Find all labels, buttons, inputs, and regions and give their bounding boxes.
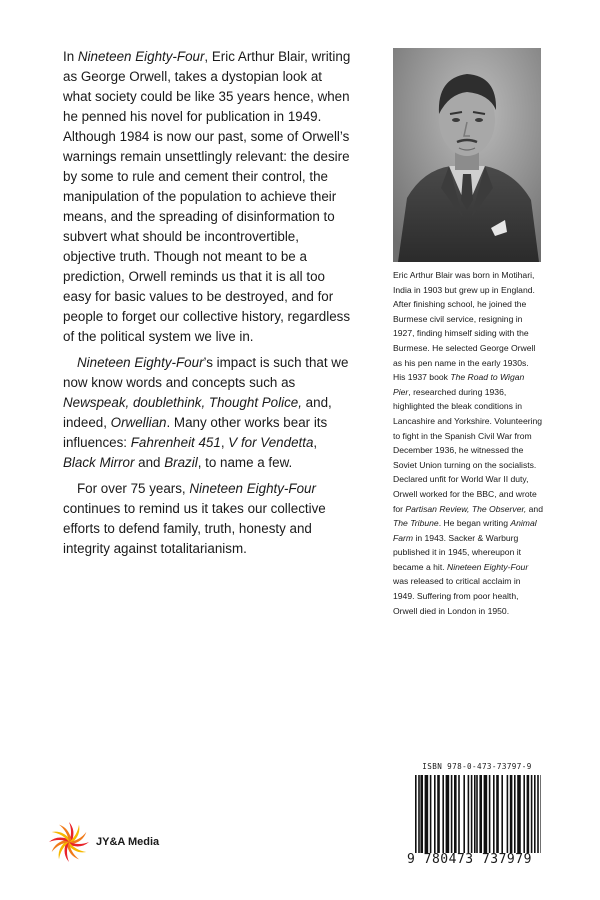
barcode-bar <box>446 775 450 853</box>
blurb-paragraph-3 <box>63 479 353 559</box>
barcode-bar <box>425 775 429 853</box>
barcode-bar <box>415 775 417 853</box>
barcode-bar <box>523 775 525 853</box>
barcode-bar <box>510 775 513 853</box>
text-run: , <box>220 435 229 450</box>
italic-text-run: The Road to Wigan Pier <box>393 372 525 397</box>
text-run: and <box>526 503 543 514</box>
barcode-bar <box>496 775 499 853</box>
barcode-bar <box>540 775 541 853</box>
barcode-bar <box>451 775 453 853</box>
italic-text-run: Partisan Review, The Observer, <box>405 503 527 514</box>
barcode-bar <box>484 775 488 853</box>
italic-text-run: Nineteen Eighty-Four <box>77 355 204 370</box>
barcode-bar <box>489 775 491 853</box>
barcode-bar <box>514 775 516 853</box>
text-run: , researched during 1936, highlighted the bleak conditions in Lancashire and Yorkshire. Volunteering to fight in the Spanish Civil War from December 1936, he witnessed the Soviet Union turning on the socialists. Declared unfit for World War II duty, Orwell worked for the BBC, and wrote for <box>393 386 543 514</box>
text-run: and, indeed, <box>63 395 332 430</box>
italic-text-run: Nineteen Eighty-Four <box>77 49 205 64</box>
barcode-bar <box>493 775 495 853</box>
barcode-bar <box>517 775 521 853</box>
barcode-bar <box>454 775 457 853</box>
barcode-bars <box>415 775 541 853</box>
text-run: In <box>63 49 78 64</box>
barcode-bar <box>531 775 533 853</box>
barcode-bar <box>463 775 465 853</box>
barcode-bar <box>534 775 536 853</box>
text-run: Eric Arthur Blair was born in Motihari, India in 1903 but grew up in England. After finishing school, he joined the Burmese civil service, resigning in 1927, finding himself siding with the Burmese. He selected George Orwell as his pen name in the early 1930s. His 1937 book <box>393 270 536 383</box>
barcode-bar <box>527 775 530 853</box>
italic-text-run: Newspeak, doublethink, Thought Police, <box>63 395 302 410</box>
barcode-bar <box>434 775 436 853</box>
author-portrait-image <box>393 48 541 262</box>
barcode-bar <box>507 775 509 853</box>
barcode-bar <box>476 775 478 853</box>
text-run: . Many other works bear its influences: <box>63 415 328 450</box>
barcode-bar <box>442 775 444 853</box>
author-biography <box>393 268 543 618</box>
barcode-bar <box>468 775 470 853</box>
italic-text-run: Fahrenheit 451 <box>130 435 221 450</box>
barcode-digits: 9 780473 737979 <box>407 852 532 867</box>
italic-text-run: Black Mirror <box>63 455 135 470</box>
barcode-bar <box>471 775 473 853</box>
barcode-bar <box>418 775 420 853</box>
italic-text-run: The Tribune <box>393 518 439 529</box>
italic-text-run: Nineteen Eighty-Four <box>189 481 316 496</box>
text-run: in 1943. Sacker & Warburg published it in 1945, whereupon it became a hit. <box>393 532 522 572</box>
italic-text-run: V for Vendetta <box>228 435 314 450</box>
italic-text-run: Orwellian <box>110 415 167 430</box>
publisher-name: JY&A Media <box>96 836 160 848</box>
barcode-bar <box>430 775 432 853</box>
barcode-bar <box>537 775 539 853</box>
barcode-bar <box>479 775 482 853</box>
blurb-paragraph-2 <box>63 353 353 473</box>
blurb-text <box>63 47 353 565</box>
author-portrait <box>393 48 541 262</box>
barcode-bar <box>474 775 476 853</box>
text-run: and <box>134 455 165 470</box>
blurb-paragraph-1 <box>63 47 353 347</box>
text-run: , to name a few. <box>197 455 293 470</box>
isbn-label: ISBN 978-0-473-73797-9 <box>422 762 532 771</box>
text-run: . He began writing <box>438 518 511 529</box>
italic-text-run: Brazil <box>164 455 198 470</box>
italic-text-run: Animal Farm <box>393 518 537 543</box>
text-run: was released to critical acclaim in 1949. Suffering from poor health, Orwell died in London in 1950. <box>393 576 521 616</box>
italic-text-run: Nineteen Eighty-Four <box>446 561 529 572</box>
text-run: , Eric Arthur Blair, writing as George Orwell, takes a dystopian look at what society could be like 35 years hence, when he penned his novel for publication in 1949. Although 1984 is now our past, some of Orwell’s warnings remain unsettlingly relevant: the desire by some to rule and cement their control, the manipulation of the population to achieve their means, and the spreading of disinformation to subvert what should be incontrovertible, objective truth. Though not meant to be a prediction, Orwell reminds us that it is all too easy for basic values to be destroyed, and for people to forget our collective history, regardless of the political system we live in. <box>63 49 351 344</box>
text-run: ’s impact is such that we now know words and concepts such as <box>63 355 349 390</box>
isbn-barcode <box>407 762 545 874</box>
barcode-bar <box>437 775 440 853</box>
barcode-bar <box>501 775 503 853</box>
text-run: continues to remind us it takes our collective efforts to defend family, truth, honesty and integrity against totalitarianism. <box>63 501 326 556</box>
text-run: , <box>313 435 318 450</box>
publisher-logo-icon <box>46 819 92 865</box>
barcode-bar <box>420 775 423 853</box>
text-run: For over 75 years, <box>77 481 190 496</box>
barcode-bar <box>458 775 460 853</box>
